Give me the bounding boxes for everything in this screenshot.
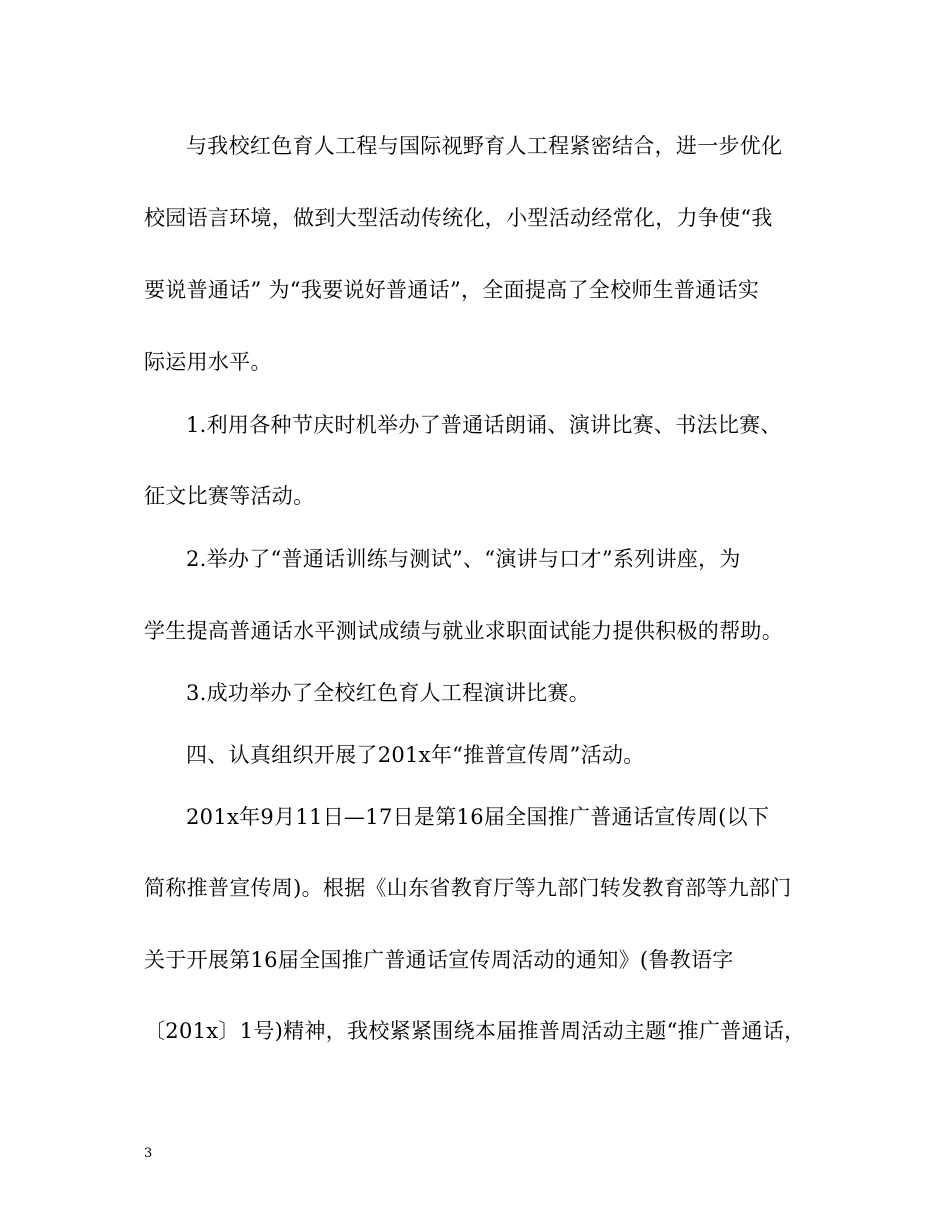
- page-number: 3: [144, 1146, 153, 1161]
- paragraph-line: 简称推普宣传周)。根据《山东省教育厅等九部门转发教育部等九部门: [144, 876, 792, 900]
- list-item-2: 2.举办了“普通话训练与测试”、“演讲与口才”系列讲座，为: [186, 547, 741, 571]
- paragraph-line: 校园语言环境，做到大型活动传统化，小型活动经常化，力争使“我: [144, 206, 773, 230]
- paragraph-line: 关于开展第16届全国推广普通话宣传周活动的通知》(鲁教语字: [144, 948, 734, 972]
- list-item-1: 1.利用各种节庆时机举办了普通话朗诵、演讲比赛、书法比赛、: [186, 413, 782, 437]
- section-heading: 四、认真组织开展了201x年“推普宣传周”活动。: [186, 743, 645, 767]
- paragraph-line: 际运用水平。: [144, 350, 272, 374]
- paragraph-line: 201x年9月11日—17日是第16届全国推广普通话宣传周(以下: [186, 805, 770, 829]
- paragraph-line: 学生提高普通话水平测试成绩与就业求职面试能力提供积极的帮助。: [144, 619, 783, 643]
- paragraph-line: 征文比赛等活动。: [144, 484, 315, 508]
- paragraph-line: 要说普通话” 为“我要说好普通话”，全面提高了全校师生普通话实: [144, 278, 760, 302]
- list-item-3: 3.成功举办了全校红色育人工程演讲比赛。: [186, 681, 591, 705]
- paragraph-line: 〔201x〕1号)精神，我校紧紧围绕本届推普周活动主题“推广普通话，: [144, 1019, 806, 1043]
- paragraph-line: 与我校红色育人工程与国际视野育人工程紧密结合，进一步优化: [186, 134, 783, 158]
